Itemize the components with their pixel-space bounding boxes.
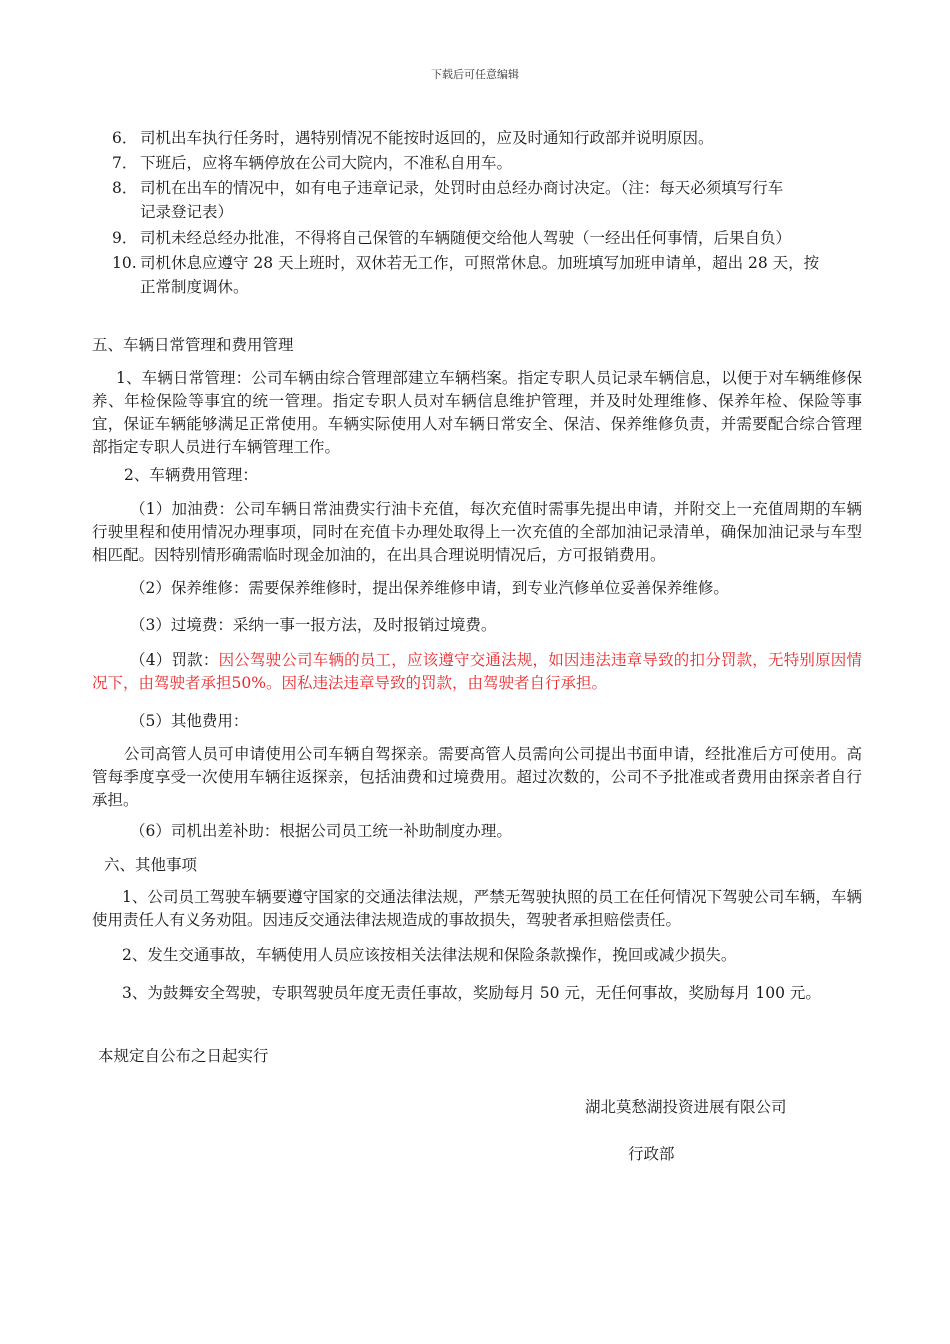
vehicle-cost-management-heading: 2、车辆费用管理： — [124, 466, 258, 484]
section-6-title: 六、其他事项 — [104, 856, 198, 874]
fuel-cost-paragraph: （1）加油费：公司车辆日常油费实行油卡充值，每次充值时需事先提出申请，并附交上一充值周期的车辆行驶里程和使用情况办理事项，同时在充值卡办理处取得上一次充值的全部加油记录清单，确保加油记录与车型相匹配。因特别情形确需临时现金加油的，在出具合理说明情况后，方可报销费用。 — [92, 500, 862, 564]
travel-allowance-paragraph: （6）司机出差补助：根据公司员工统一补助制度办理。 — [130, 822, 512, 840]
rule-number: 9． — [112, 229, 138, 247]
maintenance-paragraph: （2）保养维修：需要保养维修时，提出保养维修申请，到专业汽修单位妥善保养维修。 — [130, 579, 729, 597]
fine-label: （4）罚款： — [130, 651, 219, 669]
rule-item-8 — [112, 176, 862, 224]
rule-text-continued: 正常制度调休。 — [140, 278, 249, 296]
rule-text: 司机在出车的情况中，如有电子违章记录，处罚时由总经办商讨决定。（注：每天必须填写行车 — [140, 179, 784, 197]
vehicle-daily-management-paragraph: 1、车辆日常管理：公司车辆由综合管理部建立车辆档案。指定专职人员记录车辆信息，以便于对车辆维修保养、年检保险等事宜的统一管理。指定专职人员对车辆信息维护管理，并及时处理维修、保养年检、保险等事宜，保证车辆能够满足正常使用。车辆实际使用人对车辆日常安全、保洁、保养维修负责，并需要配合综合管理部指定专职人员进行车辆管理工作。 — [92, 369, 862, 456]
safe-driving-reward-paragraph: 3、为鼓舞安全驾驶，专职驾驶员年度无责任事故，奖励每月 50 元，无任何事故，奖励每月 100 元。 — [122, 984, 821, 1002]
rule-item-10 — [112, 251, 862, 299]
rule-text: 司机休息应遵守 28 天上班时，双休若无工作，可照常休息。加班填写加班申请单，超出 28 天，按 — [140, 254, 820, 272]
department-name: 行政部 — [628, 1145, 675, 1163]
page-header: 下载后可任意编辑 — [431, 68, 519, 81]
rule-number: 10. — [112, 254, 137, 272]
rule-text: 下班后，应将车辆停放在公司大院内，不准私自用车。 — [140, 154, 513, 172]
section-5-title: 五、车辆日常管理和费用管理 — [92, 336, 294, 354]
traffic-law-paragraph: 1、公司员工驾驶车辆要遵守国家的交通法律法规，严禁无驾驶执照的员工在任何情况下驾驶公司车辆，车辆使用责任人有义务劝阻。因违反交通法律法规造成的事故损失，驾驶者承担赔偿责任。 — [92, 888, 862, 929]
traffic-accident-paragraph: 2、发生交通事故，车辆使用人员应该按相关法律法规和保险条款操作，挽回或减少损失。 — [122, 946, 737, 964]
border-fee-paragraph: （3）过境费：采纳一事一报方法，及时报销过境费。 — [130, 616, 497, 634]
fine-text-highlighted: 因公驾驶公司车辆的员工，应该遵守交通法规，如因违法违章导致的扣分罚款，无特别原因情况下，由驾驶者承担50%。因私违法违章导致的罚款，由驾驶者自行承担。 — [92, 651, 862, 692]
company-name: 湖北莫愁湖投资进展有限公司 — [585, 1098, 787, 1116]
rule-number: 6． — [112, 129, 138, 147]
rule-text: 司机出车执行任务时，遇特别情况不能按时返回的，应及时通知行政部并说明原因。 — [140, 129, 714, 147]
fine-paragraph — [92, 649, 862, 695]
rule-item-7 — [112, 151, 862, 175]
rule-number: 7． — [112, 154, 138, 172]
rule-text-continued: 记录登记表） — [140, 203, 234, 221]
executive-home-visit-paragraph: 公司高管人员可申请使用公司车辆自驾探亲。需要高管人员需向公司提出书面申请，经批准后方可使用。高管每季度享受一次使用车辆往返探亲，包括油费和过境费用。超过次数的，公司不予批准或者费用由探亲者自行承担。 — [92, 745, 862, 809]
rule-item-6 — [112, 126, 862, 150]
rule-text: 司机未经总经办批准，不得将自己保管的车辆随便交给他人驾驶（一经出任何事情，后果自负） — [140, 229, 792, 247]
rule-item-9 — [112, 226, 862, 250]
effective-date-statement: 本规定自公布之日起实行 — [98, 1047, 269, 1065]
rule-number: 8． — [112, 179, 138, 197]
other-costs-heading: （5）其他费用： — [130, 712, 249, 730]
